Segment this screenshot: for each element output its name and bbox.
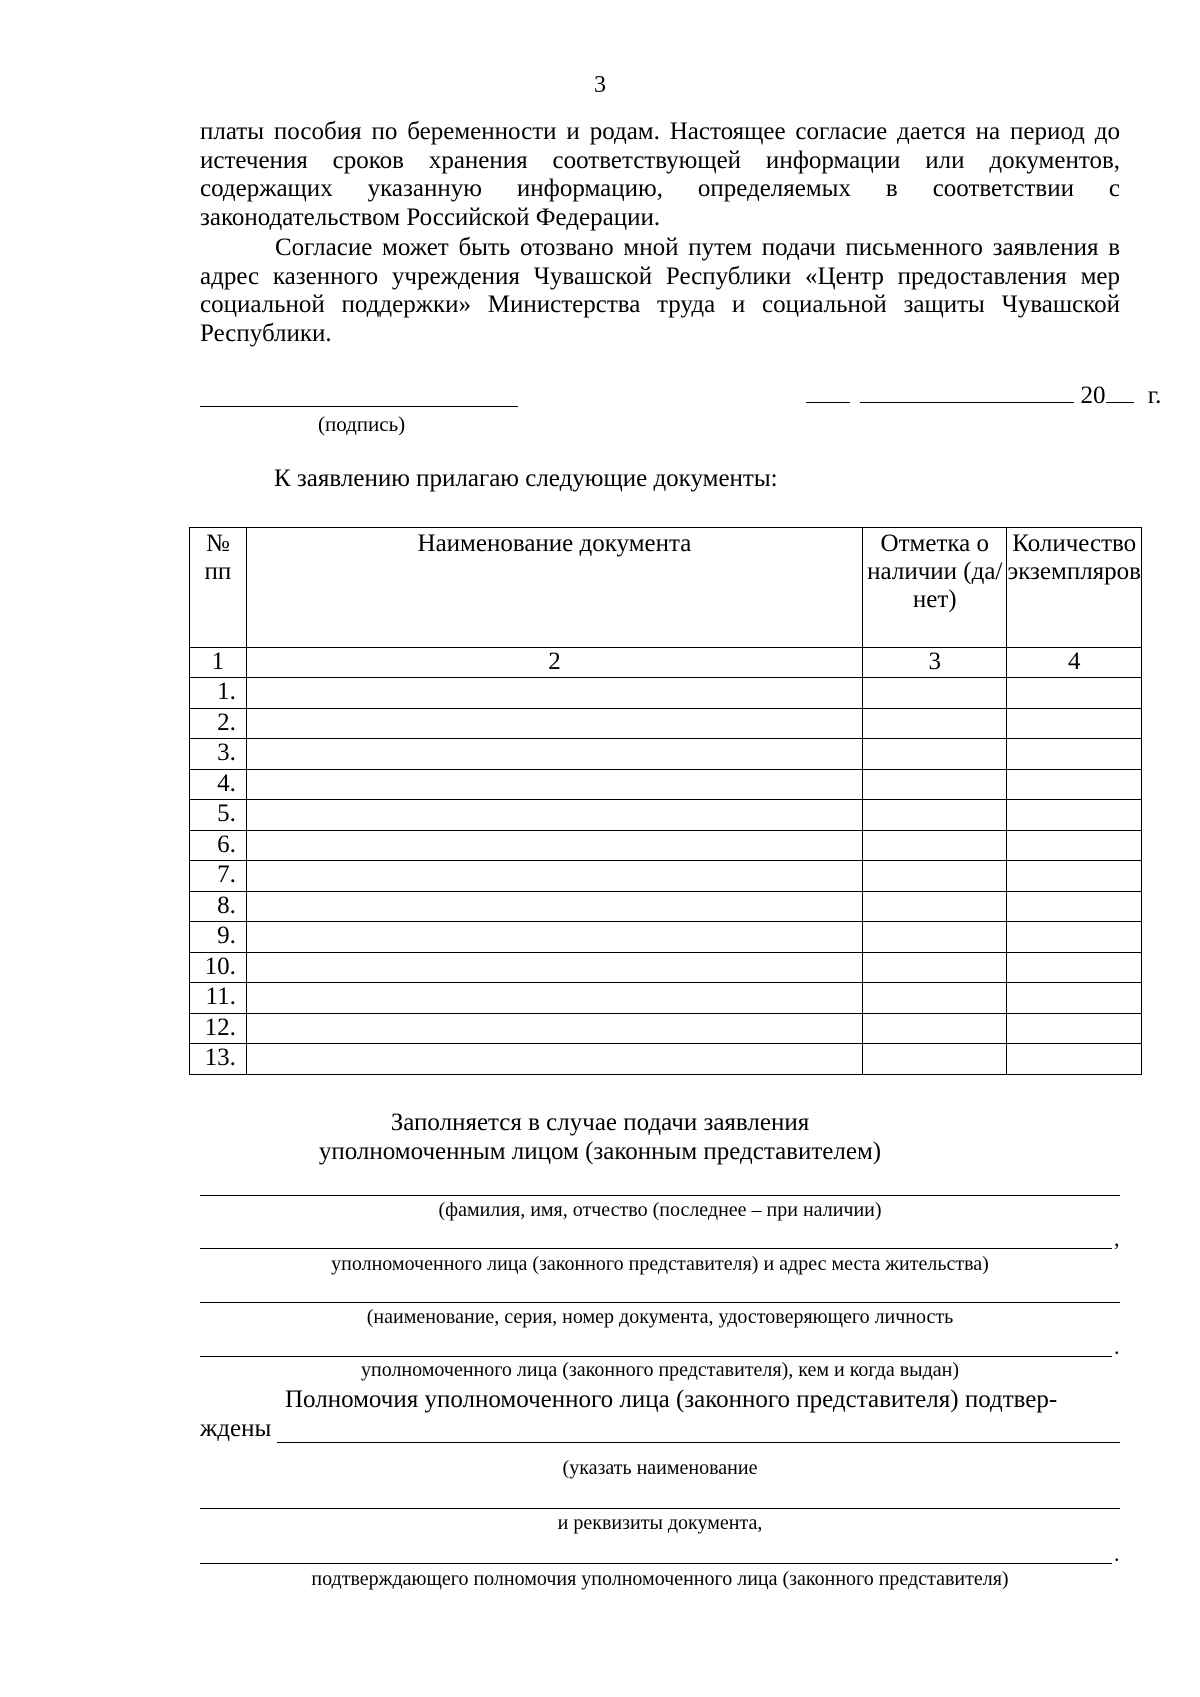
document-name-cell[interactable] (246, 891, 862, 922)
document-name-cell[interactable] (246, 1044, 862, 1075)
signature-field[interactable] (200, 406, 518, 407)
documents-table (189, 527, 1142, 1075)
row-number: 5. (190, 800, 247, 831)
table-row (190, 861, 1142, 892)
copies-cell[interactable] (1007, 830, 1142, 861)
copies-cell[interactable] (1007, 922, 1142, 953)
row-number: 8. (190, 891, 247, 922)
powers-text-line2 (200, 1415, 1120, 1444)
period-mark: . (1114, 1334, 1120, 1359)
header-document-name: Наименование документа (246, 528, 862, 648)
row-number: 6. (190, 830, 247, 861)
availability-cell[interactable] (863, 983, 1007, 1014)
representative-name-caption: (фамилия, имя, отчество (последнее – при наличии) (438, 1199, 882, 1221)
day-blank[interactable] (806, 380, 850, 403)
identity-issued-field[interactable] (200, 1356, 1112, 1357)
row-number: 2. (190, 708, 247, 739)
availability-cell[interactable] (863, 739, 1007, 770)
table-row (190, 769, 1142, 800)
row-number: 4. (190, 769, 247, 800)
attachments-title: К заявлению прилагаю следующие документы: (274, 465, 778, 492)
copies-cell[interactable] (1007, 708, 1142, 739)
column-number: 1 (190, 648, 247, 678)
table-row (190, 678, 1142, 709)
year-suffix: г. (1147, 382, 1162, 409)
header-number: № пп (190, 528, 247, 648)
powers-confirming-field[interactable] (200, 1563, 1112, 1564)
representative-name-field[interactable] (200, 1195, 1120, 1196)
row-number: 3. (190, 739, 247, 770)
document-name-cell[interactable] (246, 769, 862, 800)
identity-issued-caption: уполномоченного лица (законного представителя), кем и когда выдан) (361, 1359, 959, 1381)
column-number: 3 (863, 648, 1007, 678)
column-numbers-row (190, 648, 1142, 678)
availability-cell[interactable] (863, 891, 1007, 922)
row-number: 13. (190, 1044, 247, 1075)
document-name-cell[interactable] (246, 1013, 862, 1044)
availability-cell[interactable] (863, 830, 1007, 861)
document-name-cell[interactable] (246, 952, 862, 983)
period-mark: . (1114, 1541, 1120, 1566)
powers-confirming-caption: подтверждающего полномочия уполномоченного лица (законного представителя) (311, 1568, 1009, 1590)
comma-mark: , (1114, 1226, 1120, 1251)
month-blank[interactable] (860, 380, 1074, 403)
table-row (190, 891, 1142, 922)
header-availability: Отметка о наличии (да/нет) (863, 528, 1007, 648)
year-blank[interactable] (1106, 380, 1134, 403)
identity-document-caption: (наименование, серия, номер документа, удостоверяющего личность (366, 1306, 954, 1328)
table-row (190, 952, 1142, 983)
row-number: 11. (190, 983, 247, 1014)
copies-cell[interactable] (1007, 861, 1142, 892)
year-prefix: 20 (1080, 382, 1106, 409)
document-name-cell[interactable] (246, 800, 862, 831)
document-name-cell[interactable] (246, 922, 862, 953)
row-number: 12. (190, 1013, 247, 1044)
table-row (190, 830, 1142, 861)
row-number: 7. (190, 861, 247, 892)
availability-cell[interactable] (863, 1013, 1007, 1044)
column-number: 4 (1007, 648, 1142, 678)
page-number: 3 (594, 72, 606, 98)
copies-cell[interactable] (1007, 678, 1142, 709)
table-row (190, 708, 1142, 739)
consent-paragraph: платы пособия по беременности и родам. Настоящее согласие дается на период до истечения сроков хранения соответствующей информации или документов, содержащих указанную информацию, определяемых в соответствии с законодательством Российской Федерации. (200, 118, 1120, 231)
powers-confirmation (200, 1386, 1120, 1443)
copies-cell[interactable] (1007, 1013, 1142, 1044)
availability-cell[interactable] (863, 800, 1007, 831)
representative-address-caption: уполномоченного лица (законного представителя) и адрес места жительства) (331, 1253, 989, 1275)
powers-confirmed-word: ждены (200, 1414, 272, 1442)
representative-address-field[interactable] (200, 1248, 1112, 1249)
table-header-row (190, 528, 1142, 648)
powers-document-caption: (указать наименование (562, 1457, 758, 1479)
table-row (190, 739, 1142, 770)
representative-title-line2: уполномоченным лицом (законным представителем) (318, 1138, 882, 1165)
powers-details-caption: и реквизиты документа, (557, 1512, 763, 1534)
availability-cell[interactable] (863, 769, 1007, 800)
powers-details-field[interactable] (200, 1508, 1120, 1509)
document-name-cell[interactable] (246, 708, 862, 739)
document-name-cell[interactable] (246, 739, 862, 770)
document-name-cell[interactable] (246, 678, 862, 709)
document-name-cell[interactable] (246, 983, 862, 1014)
copies-cell[interactable] (1007, 952, 1142, 983)
representative-title-line1: Заполняется в случае подачи заявления (390, 1109, 810, 1136)
powers-document-field[interactable] (277, 1424, 1120, 1443)
row-number: 9. (190, 922, 247, 953)
row-number: 1. (190, 678, 247, 709)
copies-cell[interactable] (1007, 769, 1142, 800)
row-number: 10. (190, 952, 247, 983)
document-name-cell[interactable] (246, 861, 862, 892)
copies-cell[interactable] (1007, 1044, 1142, 1075)
copies-cell[interactable] (1007, 891, 1142, 922)
availability-cell[interactable] (863, 678, 1007, 709)
document-name-cell[interactable] (246, 830, 862, 861)
table-row (190, 922, 1142, 953)
availability-cell[interactable] (863, 922, 1007, 953)
availability-cell[interactable] (863, 708, 1007, 739)
representative-section-title (0, 1108, 1200, 1166)
copies-cell[interactable] (1007, 739, 1142, 770)
revocation-paragraph: Согласие может быть отозвано мной путем подачи письменного заявления в адрес казенного учреждения Чувашской Республики «Центр предоставления мер социальной поддержки» Министерства труда и социальной защиты Чувашской Республики. (200, 234, 1120, 347)
copies-cell[interactable] (1007, 983, 1142, 1014)
table-row (190, 1013, 1142, 1044)
identity-document-field[interactable] (200, 1302, 1120, 1303)
signature-caption: (подпись) (318, 412, 406, 436)
date-field[interactable] (806, 380, 1161, 410)
availability-cell[interactable] (863, 952, 1007, 983)
powers-text-line1: Полномочия уполномоченного лица (законного представителя) подтвер- (285, 1386, 1058, 1413)
header-copies: Количество экземпляров (1007, 528, 1142, 648)
column-number: 2 (246, 648, 862, 678)
copies-cell[interactable] (1007, 800, 1142, 831)
availability-cell[interactable] (863, 1044, 1007, 1075)
table-row (190, 800, 1142, 831)
availability-cell[interactable] (863, 861, 1007, 892)
table-row (190, 1044, 1142, 1075)
table-row (190, 983, 1142, 1014)
